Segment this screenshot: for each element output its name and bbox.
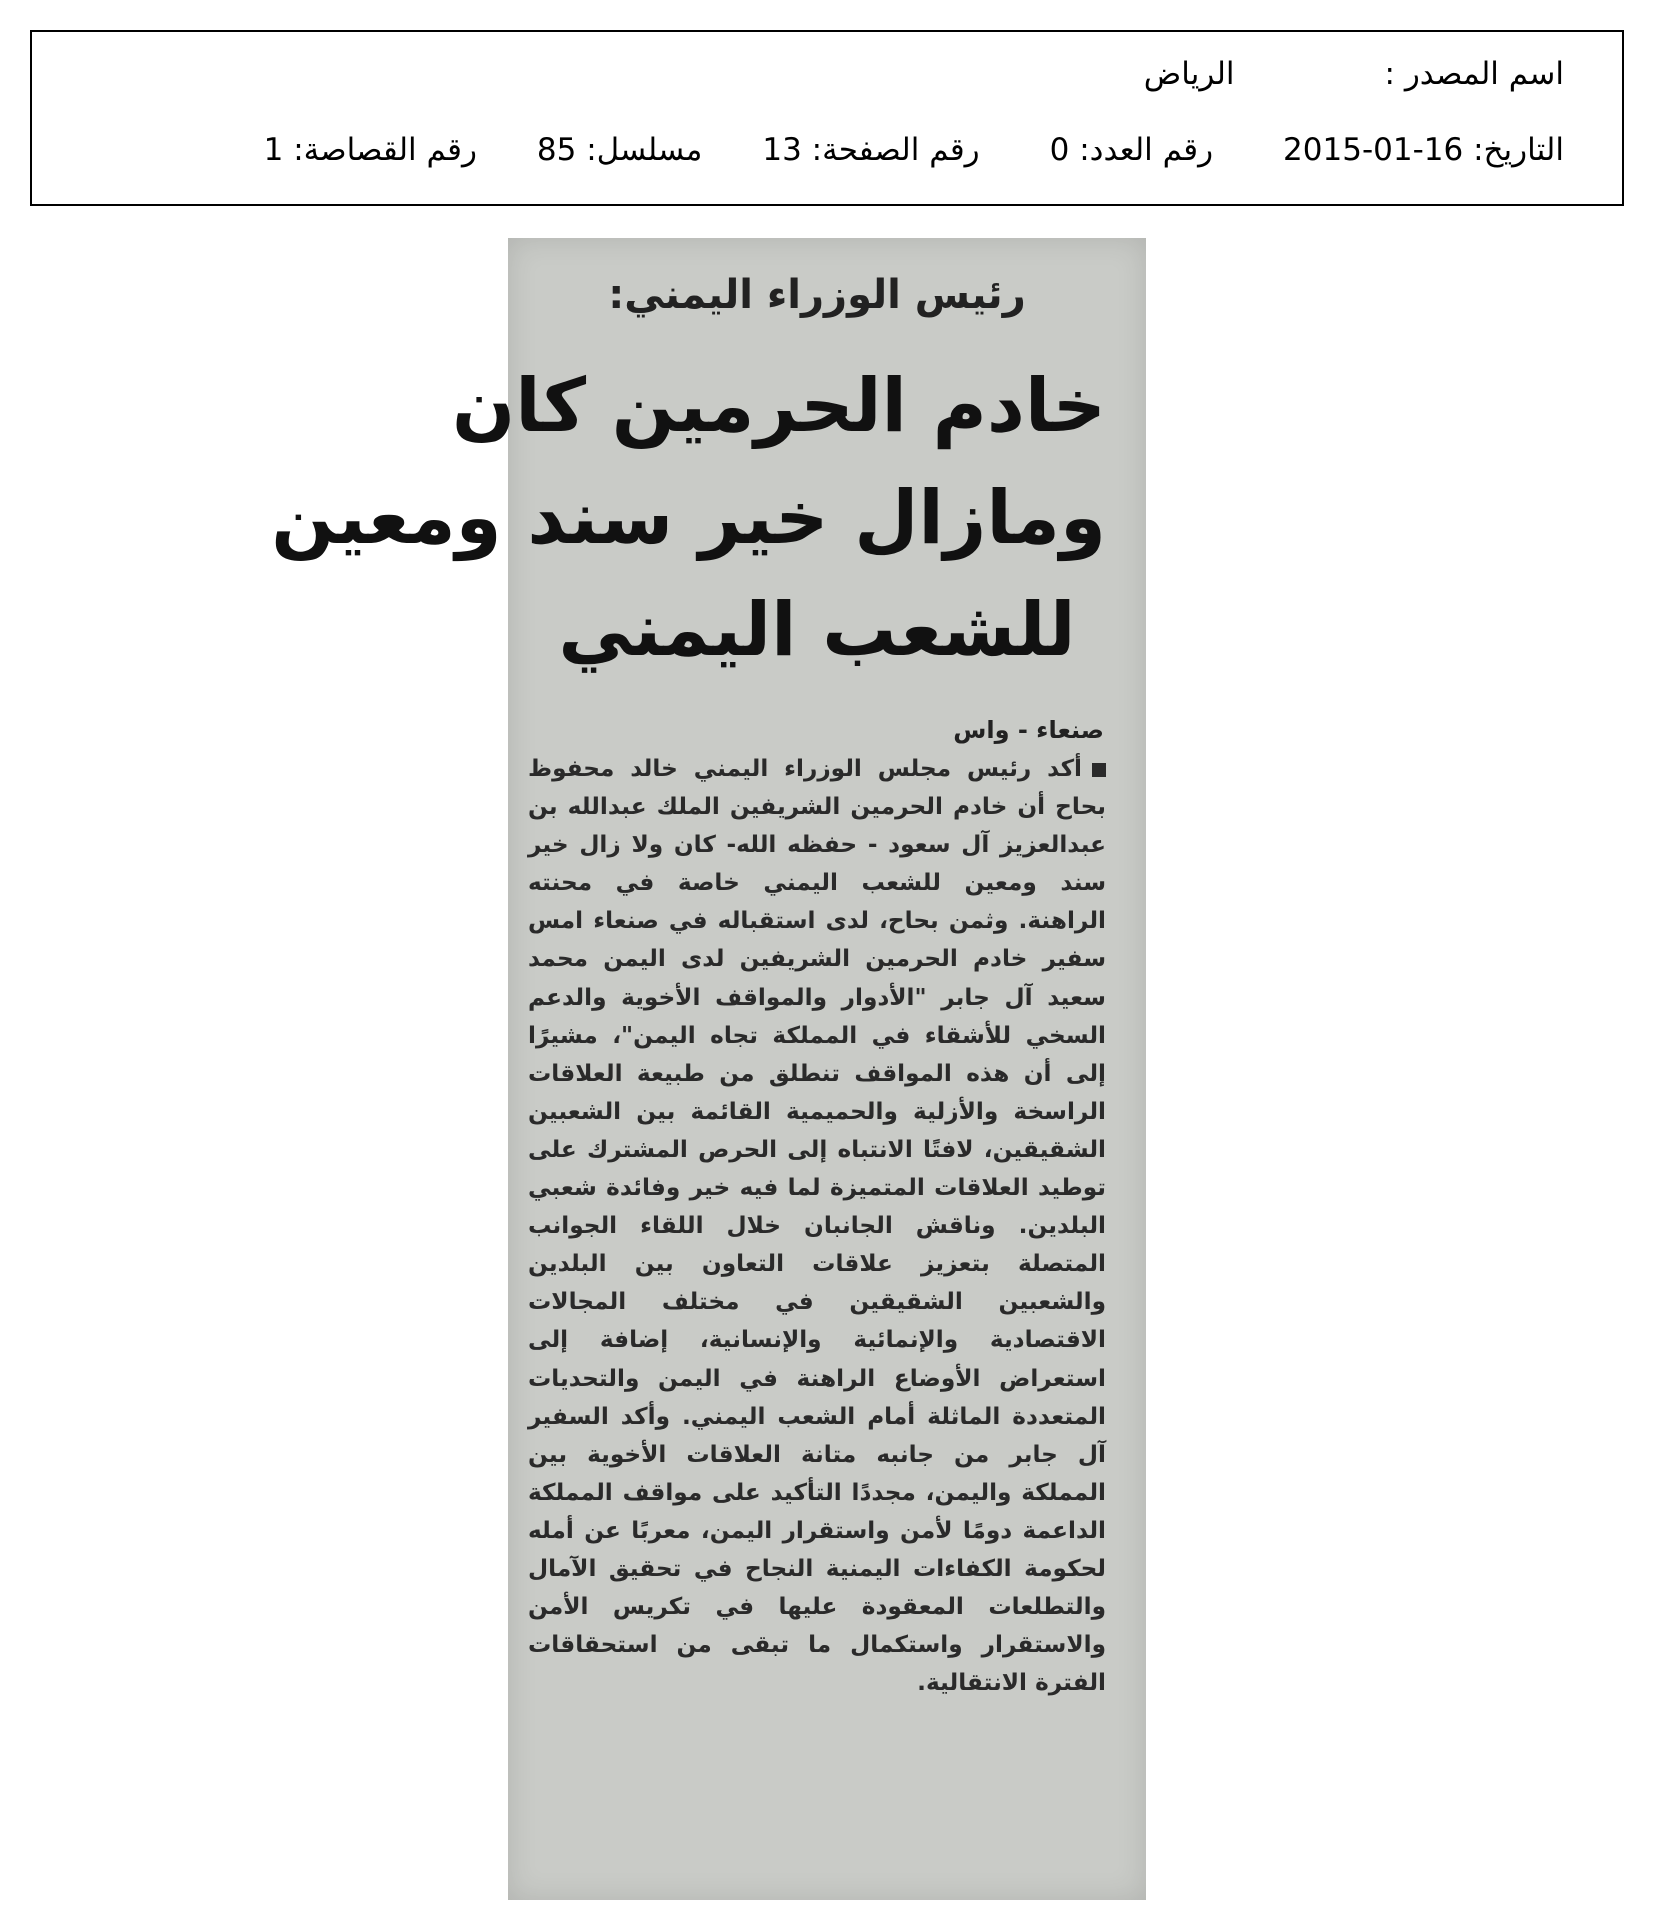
square-bullet-icon <box>1092 763 1106 777</box>
source-label: اسم المصدر : <box>1384 56 1564 92</box>
source-value: الرياض <box>1143 56 1235 92</box>
source-row <box>1144 54 1564 94</box>
serial-label: مسلسل: <box>586 132 703 168</box>
clip-value: 1 <box>263 132 284 168</box>
date-label: التاريخ: <box>1473 132 1564 168</box>
headline-line-2: ومازال خير سند ومعين <box>271 475 1106 561</box>
page-label: رقم الصفحة: <box>811 132 980 168</box>
details-row <box>264 130 1564 170</box>
issue-value: 0 <box>1049 132 1070 168</box>
article-body <box>528 750 1106 1702</box>
serial-value: 85 <box>536 132 577 168</box>
newspaper-clipping <box>271 238 1146 1900</box>
page-value: 13 <box>762 132 802 168</box>
metadata-header-box <box>30 30 1624 206</box>
headline-line-1: خادم الحرمين كان <box>452 363 1106 449</box>
clip-label: رقم القصاصة: <box>293 132 477 168</box>
article-headline <box>271 350 1106 686</box>
article-body-text: أكد رئيس مجلس الوزراء اليمني خالد محفوظ بحاح أن خادم الحرمين الشريفين الملك عبدالله بن عبدالعزيز آل سعود - حفظه الله- كان ولا زال خير سند ومعين للشعب اليمني خاصة في محنته الراهنة. وثمن بحاح، لدى استقباله في صنعاء امس سفير خادم الحرمين الشريفين لدى اليمن محمد سعيد آل جابر "الأدوار والمواقف الأخوية والدعم السخي للأشقاء في المملكة تجاه اليمن"، مشيرًا إلى أن هذه المواقف تنطلق من طبيعة العلاقات الراسخة والأزلية والحميمية القائمة بين الشعبين الشقيقين، لافتًا الانتباه إلى الحرص المشترك على توطيد العلاقات المتميزة لما فيه خير وفائدة شعبي البلدين. وناقش الجانبان خلال اللقاء الجوانب المتصلة بتعزيز علاقات التعاون بين البلدين والشعبين الشقيقين في مختلف المجالات الاقتصادية والإنمائية والإنسانية، إضافة إلى استعراض الأوضاع الراهنة في اليمن والتحديات المتعددة الماثلة أمام الشعب اليمني. وأكد السفير آل جابر من جانبه متانة العلاقات الأخوية بين المملكة واليمن، مجددًا التأكيد على مواقف المملكة الداعمة دومًا لأمن واستقرار اليمن، معربًا عن أمله لحكومة الكفاءات اليمنية النجاح في تحقيق الآمال والتطلعات المعقودة عليها في تكريس الأمن والاستقرار واستكمال ما تبقى من استحقاقات الفترة الانتقالية. <box>528 755 1106 1697</box>
date-value: 2015-01-16 <box>1283 132 1464 168</box>
article-dateline: صنعاء - واس <box>953 716 1104 744</box>
headline-line-3: للشعب اليمني <box>558 587 1076 673</box>
article <box>271 238 1106 1702</box>
article-kicker: رئيس الوزراء اليمني: <box>608 272 1026 318</box>
issue-label: رقم العدد: <box>1079 132 1214 168</box>
